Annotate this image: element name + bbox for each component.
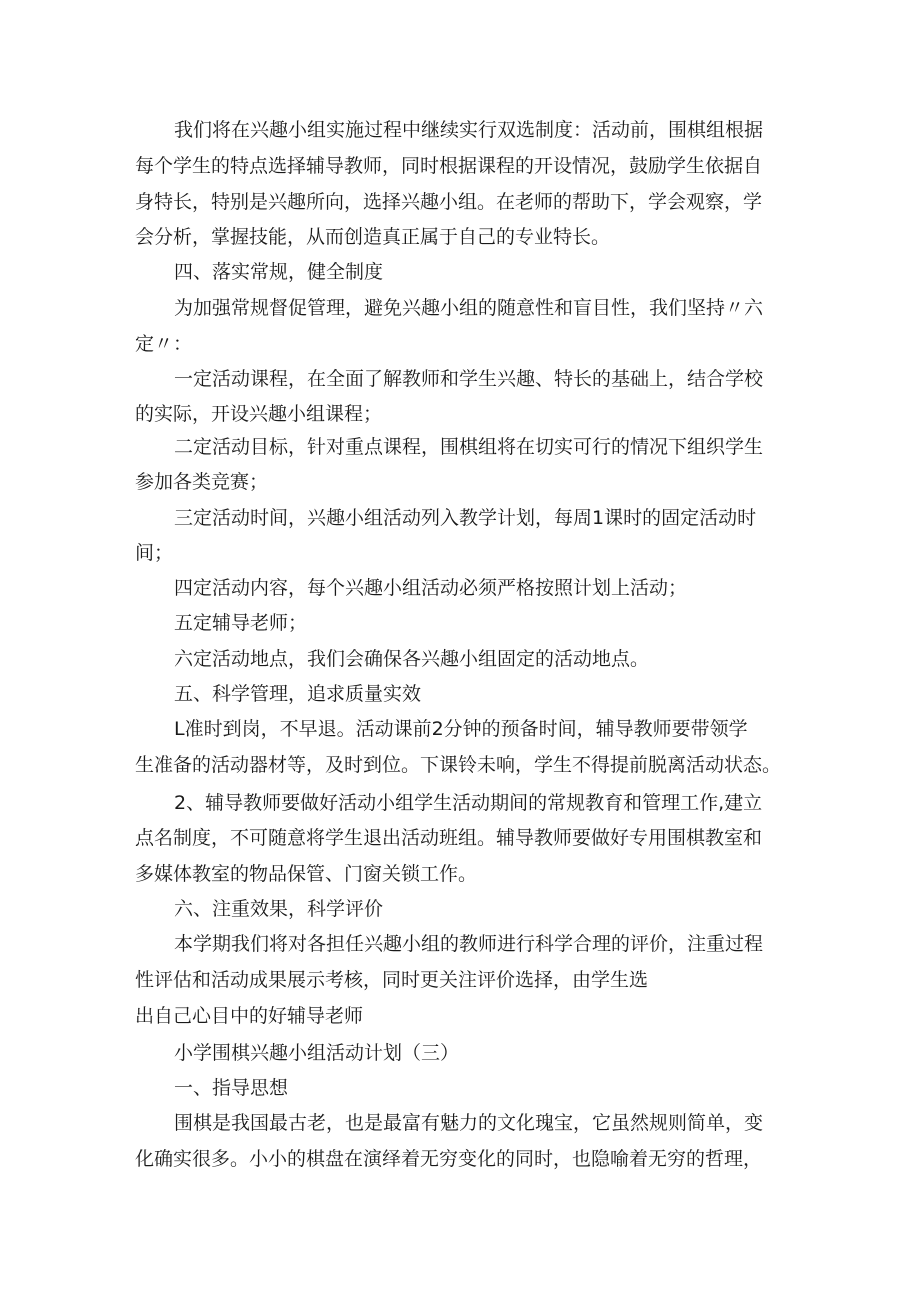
paragraph-line: 六定活动地点，我们会确保各兴趣小组固定的活动地点。 bbox=[174, 648, 650, 670]
paragraph-line: 三定活动时间，兴趣小组活动列入教学计划，每周1课时的固定活动时 bbox=[174, 507, 757, 529]
paragraph-line: 二定活动目标，针对重点课程，围棋组将在切实可行的情况下组织学生 bbox=[174, 436, 764, 458]
paragraph-line: 每个学生的特点选择辅导教师，同时根据课程的开设情况，鼓励学生依据自 bbox=[135, 155, 763, 177]
paragraph-line: 四定活动内容，每个兴趣小组活动必须严格按照计划上活动； bbox=[174, 577, 688, 599]
paragraph-line: 出自己心目中的好辅导老师 bbox=[135, 1005, 364, 1027]
paragraph-line: 间； bbox=[135, 542, 174, 564]
paragraph-line: 2、辅导教师要做好活动小组学生活动期间的常规教育和管理工作,建立 bbox=[174, 792, 763, 814]
section-heading: 五、科学管理，追求质量实效 bbox=[174, 683, 422, 705]
paragraph-line: 化确实很多。小小的棋盘在演绎着无穷变化的同时，也隐喻着无穷的哲理， bbox=[135, 1148, 763, 1170]
paragraph-line: 性评估和活动成果展示考核，同时更关注评价选择，由学生选 bbox=[135, 969, 649, 991]
paragraph-line: 多媒体教室的物品保管、门窗关锁工作。 bbox=[135, 863, 478, 885]
section-heading: 四、落实常规，健全制度 bbox=[174, 261, 384, 283]
paragraph-line: 参加各类竞赛； bbox=[135, 471, 269, 493]
paragraph-line: 本学期我们将对各担任兴趣小组的教师进行科学合理的评价，注重过程 bbox=[174, 933, 764, 955]
paragraph-line: 会分析，掌握技能，从而创造真正属于自己的专业特长。 bbox=[135, 226, 611, 248]
paragraph-line: 为加强常规督促管理，避免兴趣小组的随意性和盲目性，我们坚持〃六 bbox=[174, 297, 764, 319]
paragraph-line: 五定辅导老师； bbox=[174, 612, 308, 634]
section-heading: 一、指导思想 bbox=[174, 1077, 289, 1099]
paragraph-line: 生准备的活动器材等，及时到位。下课铃未响，学生不得提前脱离活动状态。 bbox=[135, 754, 782, 776]
paragraph-line: 我们将在兴趣小组实施过程中继续实行双选制度：活动前，围棋组根据 bbox=[174, 119, 764, 141]
paragraph-line: 一定活动课程，在全面了解教师和学生兴趣、特长的基础上，结合学校 bbox=[174, 368, 764, 390]
paragraph-line: 的实际，开设兴趣小组课程； bbox=[135, 403, 383, 425]
paragraph-line: 点名制度，不可随意将学生退出活动班组。辅导教师要做好专用围棋教室和 bbox=[135, 827, 763, 849]
document-title: 小学围棋兴趣小组活动计划（三） bbox=[174, 1042, 460, 1064]
paragraph-line: L准时到岗，不早退。活动课前2分钟的预备时间，辅导教师要带领学 bbox=[174, 718, 748, 740]
section-heading: 六、注重效果，科学评价 bbox=[174, 898, 384, 920]
paragraph-line: 身特长，特别是兴趣所向，选择兴趣小组。在老师的帮助下，学会观察，学 bbox=[135, 191, 763, 213]
paragraph-line: 定〃： bbox=[135, 333, 193, 355]
paragraph-line: 围棋是我国最古老，也是最富有魅力的文化瑰宝，它虽然规则简单，变 bbox=[174, 1112, 764, 1134]
